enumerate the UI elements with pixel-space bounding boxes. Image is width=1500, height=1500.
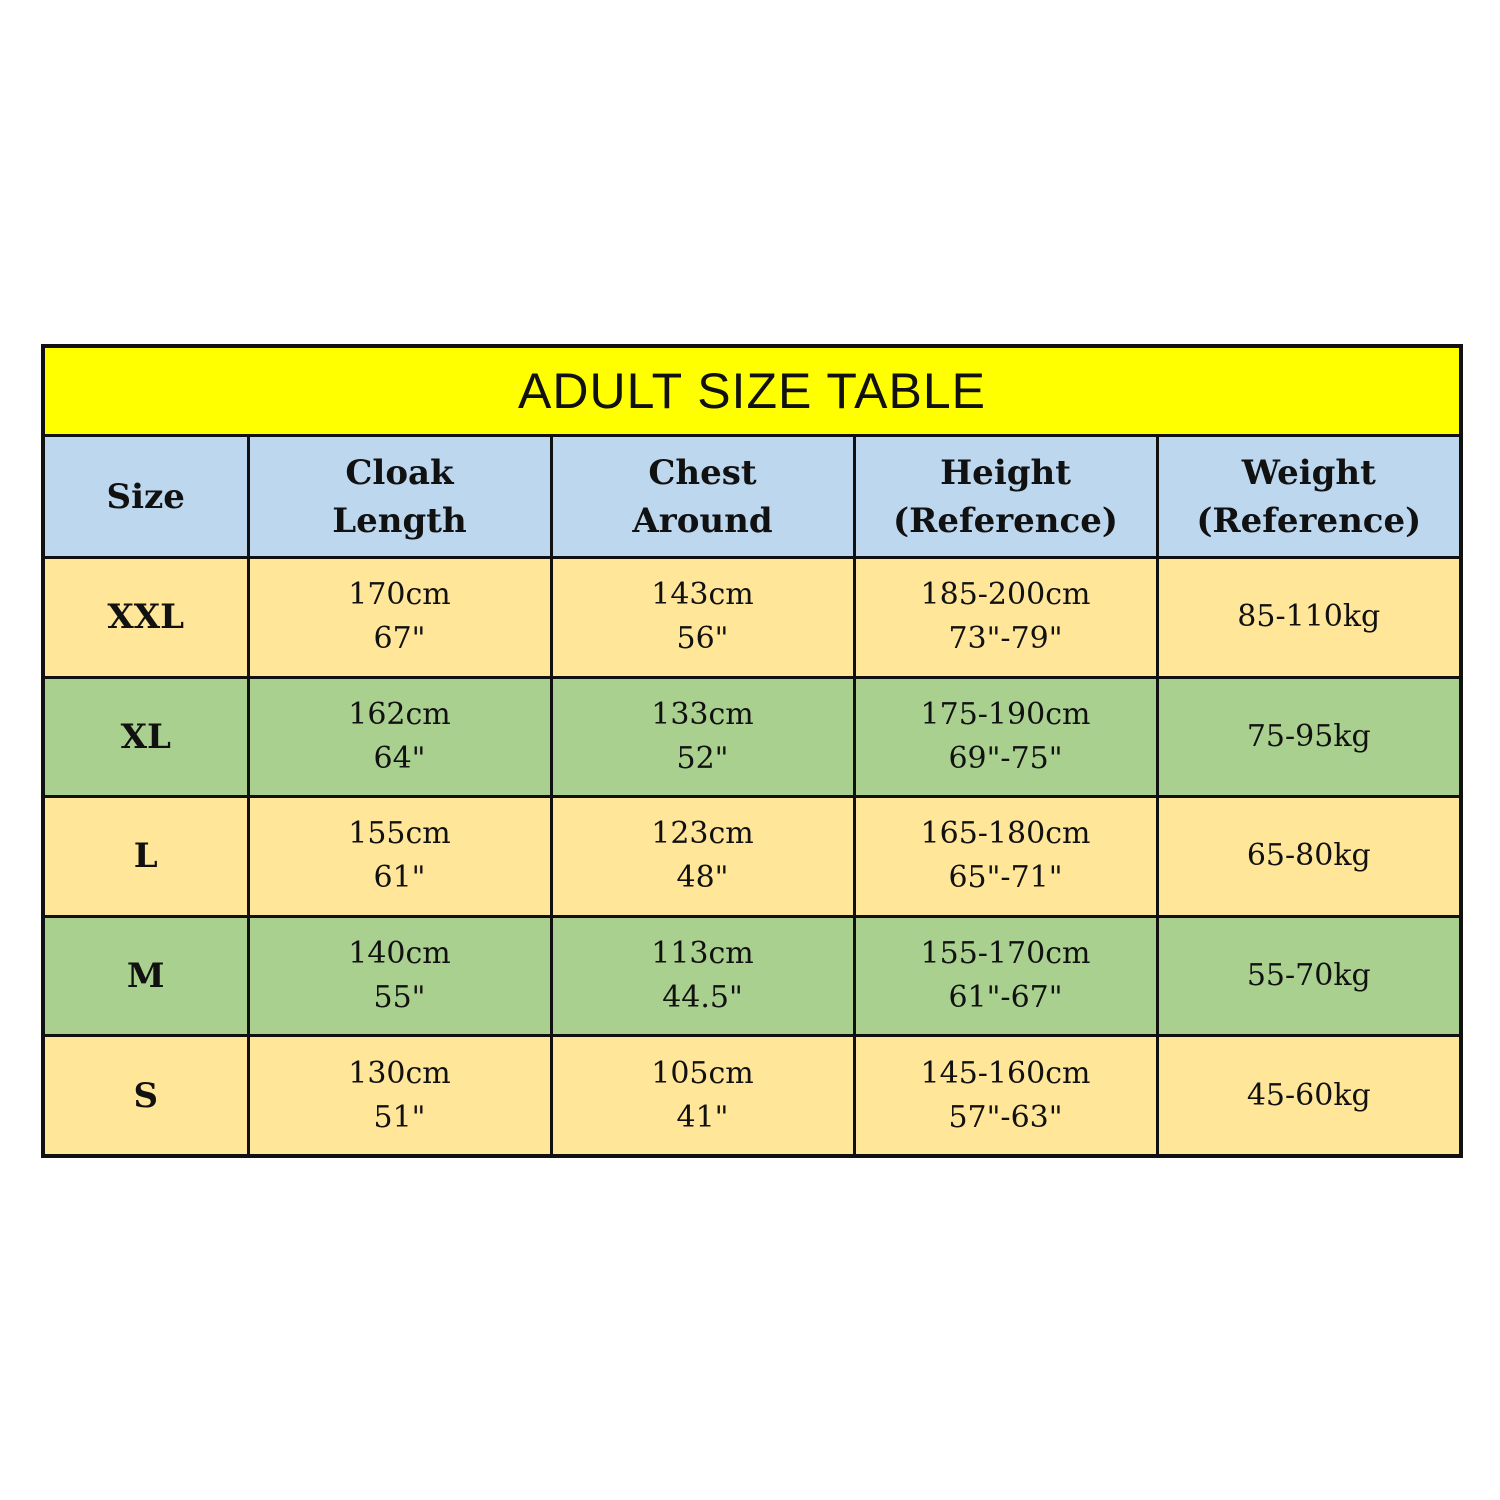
height-in: 69"-75" xyxy=(948,740,1063,776)
height-cm: 165-180cm xyxy=(920,816,1091,852)
header-chest-around xyxy=(551,436,854,558)
weight-cell: 65-80kg xyxy=(1157,797,1461,917)
header-size xyxy=(43,436,248,558)
height-cm: 185-200cm xyxy=(920,577,1091,613)
header-row xyxy=(43,436,1461,558)
chest-in: 52" xyxy=(676,740,729,776)
header-size-label: Size xyxy=(106,476,185,517)
cloak-cm: 170cm xyxy=(348,577,451,613)
chest-cell xyxy=(551,797,854,917)
header-height xyxy=(854,436,1157,558)
cloak-cell xyxy=(248,1036,551,1156)
height-in: 61"-67" xyxy=(948,980,1063,1016)
weight-cell: 75-95kg xyxy=(1157,677,1461,797)
chest-in: 44.5" xyxy=(662,980,743,1016)
chest-cm: 133cm xyxy=(651,696,754,732)
size-cell: XXL xyxy=(43,558,248,678)
chest-cm: 123cm xyxy=(651,816,754,852)
table-row-m xyxy=(43,916,1461,1036)
chest-cm: 105cm xyxy=(651,1055,754,1091)
chest-cm: 113cm xyxy=(651,936,754,972)
chest-in: 56" xyxy=(676,621,729,657)
height-in: 57"-63" xyxy=(948,1099,1063,1135)
header-weight-line1: Weight xyxy=(1241,452,1376,493)
chest-cell xyxy=(551,1036,854,1156)
header-height-line2: (Reference) xyxy=(893,500,1118,541)
header-cloak-line1: Cloak xyxy=(345,452,454,493)
header-chest-line2: Around xyxy=(632,500,773,541)
cloak-cm: 130cm xyxy=(348,1055,451,1091)
size-cell: XL xyxy=(43,677,248,797)
cloak-cell xyxy=(248,797,551,917)
header-height-line1: Height xyxy=(940,452,1071,493)
cloak-in: 51" xyxy=(373,1099,426,1135)
chest-cell xyxy=(551,916,854,1036)
table-row-xxl xyxy=(43,558,1461,678)
table-row-l xyxy=(43,797,1461,917)
cloak-cell xyxy=(248,916,551,1036)
adult-size-table xyxy=(41,344,1463,1158)
header-cloak-length xyxy=(248,436,551,558)
header-weight xyxy=(1157,436,1461,558)
chest-in: 48" xyxy=(676,860,729,896)
weight-cell: 85-110kg xyxy=(1157,558,1461,678)
chest-cm: 143cm xyxy=(651,577,754,613)
table-row-xl xyxy=(43,677,1461,797)
height-cell xyxy=(854,1036,1157,1156)
cloak-cm: 140cm xyxy=(348,936,451,972)
height-cell xyxy=(854,677,1157,797)
cloak-in: 64" xyxy=(373,740,426,776)
cloak-cm: 155cm xyxy=(348,816,451,852)
header-cloak-line2: Length xyxy=(332,500,467,541)
height-cell xyxy=(854,916,1157,1036)
table-title: ADULT SIZE TABLE xyxy=(43,346,1461,436)
cloak-cell xyxy=(248,558,551,678)
chest-in: 41" xyxy=(676,1099,729,1135)
height-cm: 145-160cm xyxy=(920,1055,1091,1091)
cloak-cm: 162cm xyxy=(348,696,451,732)
height-cell xyxy=(854,558,1157,678)
weight-cell: 45-60kg xyxy=(1157,1036,1461,1156)
size-cell: S xyxy=(43,1036,248,1156)
header-chest-line1: Chest xyxy=(648,452,757,493)
chest-cell xyxy=(551,677,854,797)
height-cm: 175-190cm xyxy=(920,696,1091,732)
height-cell xyxy=(854,797,1157,917)
header-weight-line2: (Reference) xyxy=(1196,500,1422,541)
height-in: 65"-71" xyxy=(948,860,1063,896)
cloak-cell xyxy=(248,677,551,797)
chest-cell xyxy=(551,558,854,678)
height-cm: 155-170cm xyxy=(920,936,1091,972)
cloak-in: 61" xyxy=(373,860,426,896)
weight-cell: 55-70kg xyxy=(1157,916,1461,1036)
size-cell: L xyxy=(43,797,248,917)
height-in: 73"-79" xyxy=(948,621,1063,657)
table-row-s xyxy=(43,1036,1461,1156)
title-row xyxy=(43,346,1461,436)
cloak-in: 67" xyxy=(373,621,426,657)
cloak-in: 55" xyxy=(373,980,426,1016)
size-cell: M xyxy=(43,916,248,1036)
